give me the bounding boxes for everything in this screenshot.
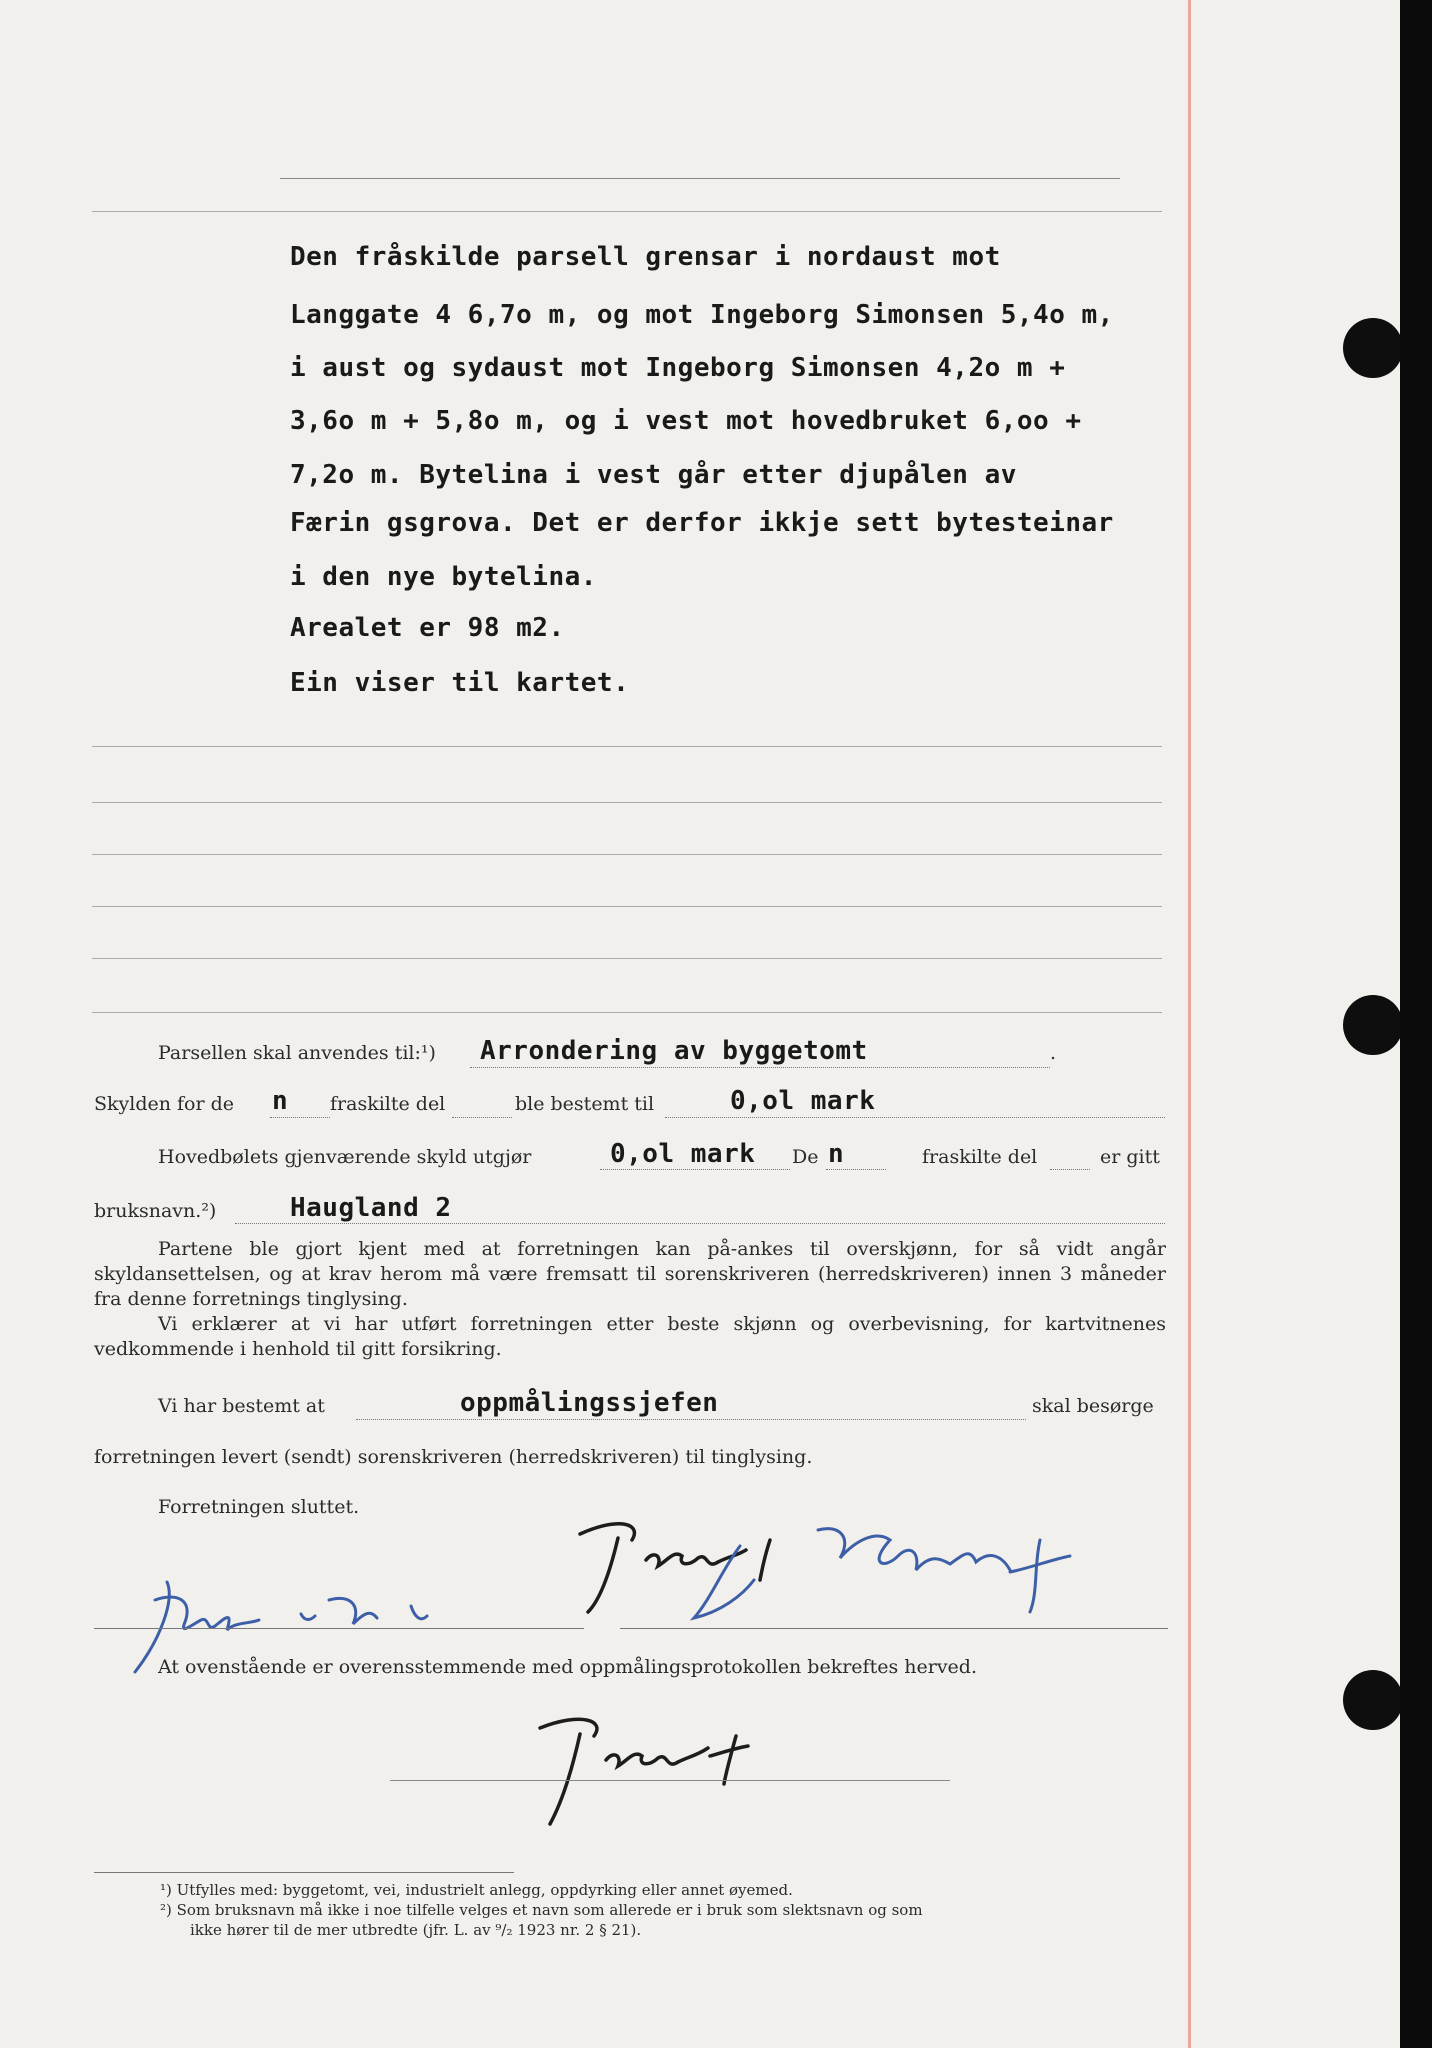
usage-label: Parsellen skal anvendes til:¹)	[158, 1042, 436, 1064]
usage-end: .	[1050, 1042, 1057, 1064]
usage-value: Arrondering av byggetomt	[480, 1036, 868, 1066]
debt-dotted-3	[665, 1116, 1165, 1118]
footnote-2b: ikke hører til de mer utbredte (jfr. L. av ⁹/₂ 1923 nr. 2 § 21).	[190, 1921, 642, 1939]
signature-line-bottom	[390, 1780, 950, 1781]
typed-line-1: Den fråskilde parsell grensar i nordaust mot	[290, 242, 1001, 272]
ruled-line	[92, 746, 1162, 747]
typed-line-3: i aust og sydaust mot Ingeborg Simonsen 4,2o m +	[290, 353, 1066, 383]
typed-line-5: 7,2o m. Bytelina i vest går etter djupålen av	[290, 460, 1017, 490]
signature-right-blue	[630, 1500, 1120, 1640]
name-dotted-line	[235, 1222, 1165, 1224]
ruled-line	[92, 854, 1162, 855]
decided-end: skal besørge	[1032, 1395, 1154, 1417]
typed-line-2: Langgate 4 6,7o m, og mot Ingeborg Simonsen 5,4o m,	[290, 300, 1114, 330]
debt-mid2: ble bestemt til	[515, 1093, 655, 1115]
typed-line-4: 3,6o m + 5,8o m, og i vest mot hovedbruket 6,oo +	[290, 406, 1082, 436]
scan-dark-edge	[1400, 0, 1432, 2048]
paragraph-declaration: Vi erklærer at vi har utført forretningen etter beste skjønn og overbevisning, for kartvitnenes vedkommende i henhold til gitt forsikring.	[94, 1313, 1166, 1360]
ruled-line	[92, 906, 1162, 907]
signature-line-right	[620, 1628, 1168, 1629]
name-label: bruksnavn.²)	[94, 1200, 217, 1222]
ruled-line	[92, 802, 1162, 803]
debt-prefix: Skylden for de	[94, 1093, 235, 1115]
margin-line	[1188, 0, 1191, 2048]
ruled-line	[92, 211, 1162, 212]
remaining-value: 0,ol mark	[610, 1139, 756, 1169]
paragraph-appeal: Partene ble gjort kjent med at forretningen kan på-ankes til overskjønn, for så vidt angår skyldansettelsen, og at krav herom må være fremsatt til sorenskriveren (herredskriveren) innen 3 måneder fra denne forretnings tinglysing.	[94, 1238, 1166, 1310]
remaining-de: De	[792, 1146, 819, 1168]
remaining-dotted-2	[826, 1168, 886, 1170]
typed-line-9: Ein viser til kartet.	[290, 668, 630, 698]
punch-hole-top	[1343, 318, 1400, 378]
typed-line-6: Færin gsgrova. Det er derfor ikkje sett bytesteinar	[290, 508, 1114, 538]
usage-dotted-line	[470, 1066, 1050, 1068]
debt-dotted-2	[452, 1116, 512, 1118]
closed-text: Forretningen sluttet.	[158, 1496, 360, 1518]
remaining-prefix: Hovedbølets gjenværende skyld utgjør	[158, 1146, 532, 1168]
confirmation-text: At ovenstående er overensstemmende med oppmålingsprotokollen bekreftes herved.	[158, 1656, 977, 1678]
typed-line-8: Arealet er 98 m2.	[290, 613, 565, 643]
signature-bottom-black	[510, 1700, 830, 1850]
decided-value: oppmålingssjefen	[460, 1388, 719, 1418]
typed-line-7: i den nye bytelina.	[290, 562, 597, 592]
delivered-text: forretningen levert (sendt) sorenskriveren (herredskriveren) til tinglysing.	[94, 1446, 813, 1468]
ruled-line	[92, 1012, 1162, 1013]
footnote-divider	[94, 1872, 514, 1873]
decided-prefix: Vi har bestemt at	[158, 1395, 325, 1417]
debt-value: 0,ol mark	[730, 1086, 876, 1116]
footnote-1: ¹) Utfylles med: byggetomt, vei, industrielt anlegg, oppdyrking eller annet øyemed.	[160, 1881, 793, 1899]
decided-dotted-line	[356, 1418, 1026, 1420]
name-value: Haugland 2	[290, 1193, 452, 1223]
signature-line-left	[94, 1628, 584, 1629]
remaining-end: er gitt	[1100, 1146, 1160, 1168]
punch-hole-bottom	[1343, 1670, 1400, 1730]
debt-mid: fraskilte del	[330, 1093, 446, 1115]
ruled-line	[92, 958, 1162, 959]
footnote-2a: ²) Som bruksnavn må ikke i noe tilfelle velges et navn som allerede er i bruk som slektsnavn og som	[160, 1901, 923, 1919]
remaining-mid: fraskilte del	[922, 1146, 1038, 1168]
debt-n: n	[272, 1086, 289, 1116]
remaining-n: n	[828, 1139, 845, 1169]
ruled-line	[280, 178, 1120, 179]
punch-hole-middle	[1343, 995, 1400, 1055]
remaining-dotted-3	[1050, 1168, 1090, 1170]
debt-dotted-1	[270, 1116, 330, 1118]
remaining-dotted-1	[600, 1168, 790, 1170]
